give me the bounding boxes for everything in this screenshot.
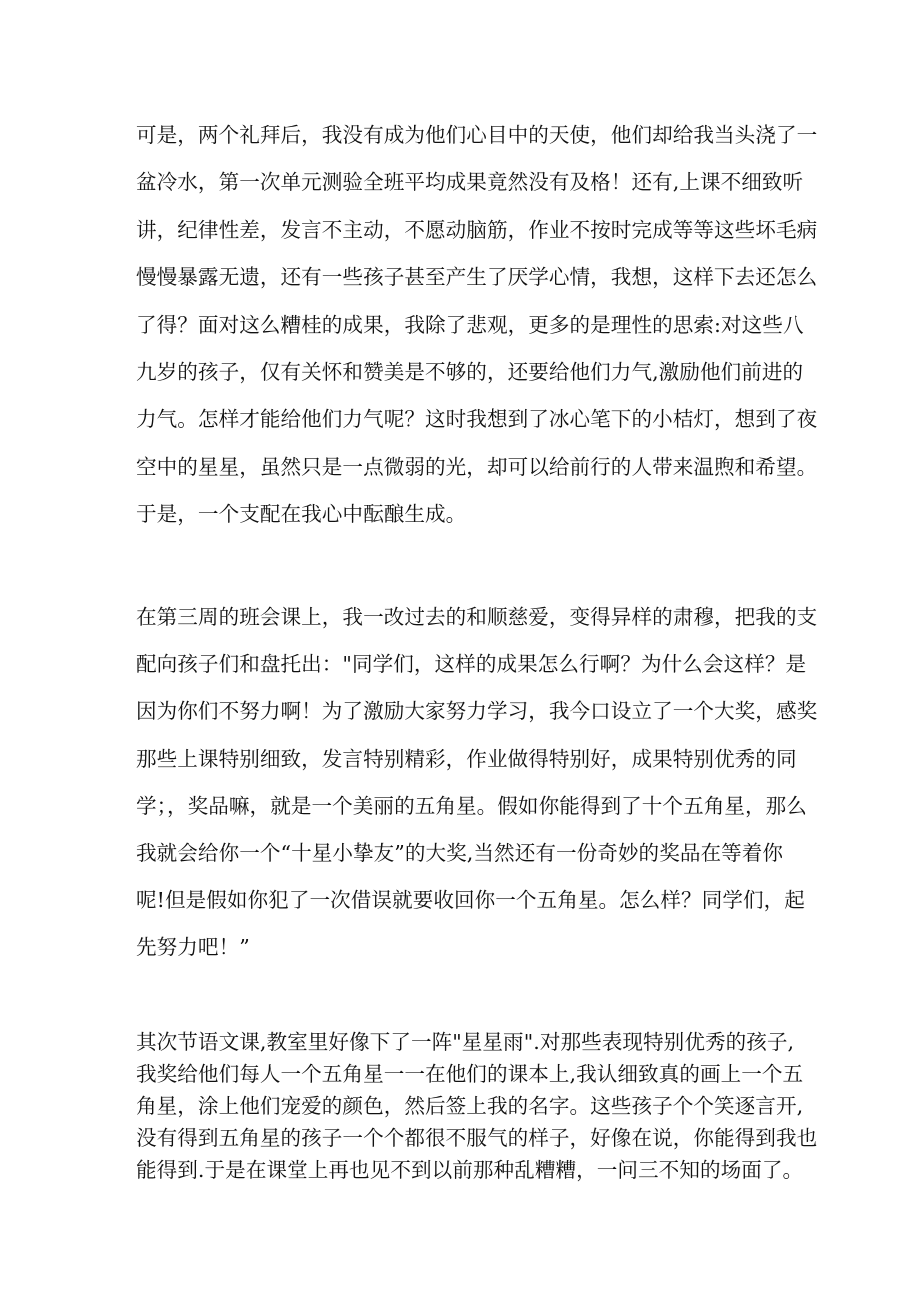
text-line: 力气。怎样才能给他们力气呢？这时我想到了冰心笔下的小桔灯，想到了夜 xyxy=(136,407,818,432)
paragraph-2 xyxy=(136,594,817,972)
text-line: 能得到.于是在课堂上再也见不到以前那种乱糟糟，一问三不知的场面了。 xyxy=(136,1158,804,1182)
text-line: 呢!但是假如你犯了一次借误就要收回你一个五角星。怎么样？同学们，起 xyxy=(136,888,805,913)
text-line: 慢慢暴露无遗，还有一些孩子甚至产生了厌学心情，我想，这样下去还怎么 xyxy=(136,265,818,290)
text-line: 讲，纪律性差，发言不主动，不愿动脑筋，作业不按时完成等等这些坏毛病 xyxy=(136,217,818,242)
text-line: 了得？面对这么糟桂的成果，我除了悲观，更多的是理性的思索:对这些八 xyxy=(136,312,804,337)
text-line: 先努力吧！” xyxy=(136,935,250,960)
paragraph-1 xyxy=(136,112,817,539)
text-line: 我奖给他们每人一个五角星一一在他们的课本上,我认细致真的画上一个五 xyxy=(136,1062,804,1086)
text-line: 因为你们不努力啊！为了激励大家努力学习，我今口设立了一个大奖，感奖 xyxy=(136,699,818,724)
text-line: 空中的星星，虽然只是一点微弱的光，却可以给前行的人带来温煦和希望。 xyxy=(136,454,818,479)
text-line: 配向孩子们和盘托出："同学们，这样的成果怎么行啊？为什么会这样？是 xyxy=(136,652,807,677)
text-line: 角星，涂上他们宠爱的颜色，然后签上我的名字。这些孩子个个笑逐言开, xyxy=(136,1094,804,1118)
text-line: 学；，奖品嘛，就是一个美丽的五角星。假如你能得到了十个五角星，那么 xyxy=(136,793,807,818)
text-line: 我就会给你一个“十星小挚友”的大奖,当然还有一份奇妙的奖品在等着你 xyxy=(136,840,784,865)
text-line: 没有得到五角星的孩子一个个都很不服气的样子，好像在说，你能得到我也 xyxy=(136,1126,818,1150)
text-line: 九岁的孩子，仅有关怀和赞美是不够的，还要给他们力气,激励他们前进的 xyxy=(136,359,804,384)
text-line: 在第三周的班会课上，我一改过去的和顺慈爱，变得异样的肃穆，把我的支 xyxy=(136,605,818,629)
text-line: 盆冷水，第一次单元测验全班平均成果竟然没有及格！还有,上课不细致听 xyxy=(136,170,804,195)
text-line: 于是，一个支配在我心中酝酿生成。 xyxy=(136,502,467,527)
text-line: 那些上课特别细致，发言特别精彩，作业做得特别好，成果特别优秀的同 xyxy=(136,746,797,771)
text-line: 可是，两个礼拜后，我没有成为他们心目中的天使，他们却给我当头浇了一 xyxy=(136,123,818,147)
paragraph-3 xyxy=(136,1026,817,1186)
text-line: 其次节语文课,教室里好像下了一阵"星星雨".对那些表现特别优秀的孩子, xyxy=(136,1030,795,1054)
